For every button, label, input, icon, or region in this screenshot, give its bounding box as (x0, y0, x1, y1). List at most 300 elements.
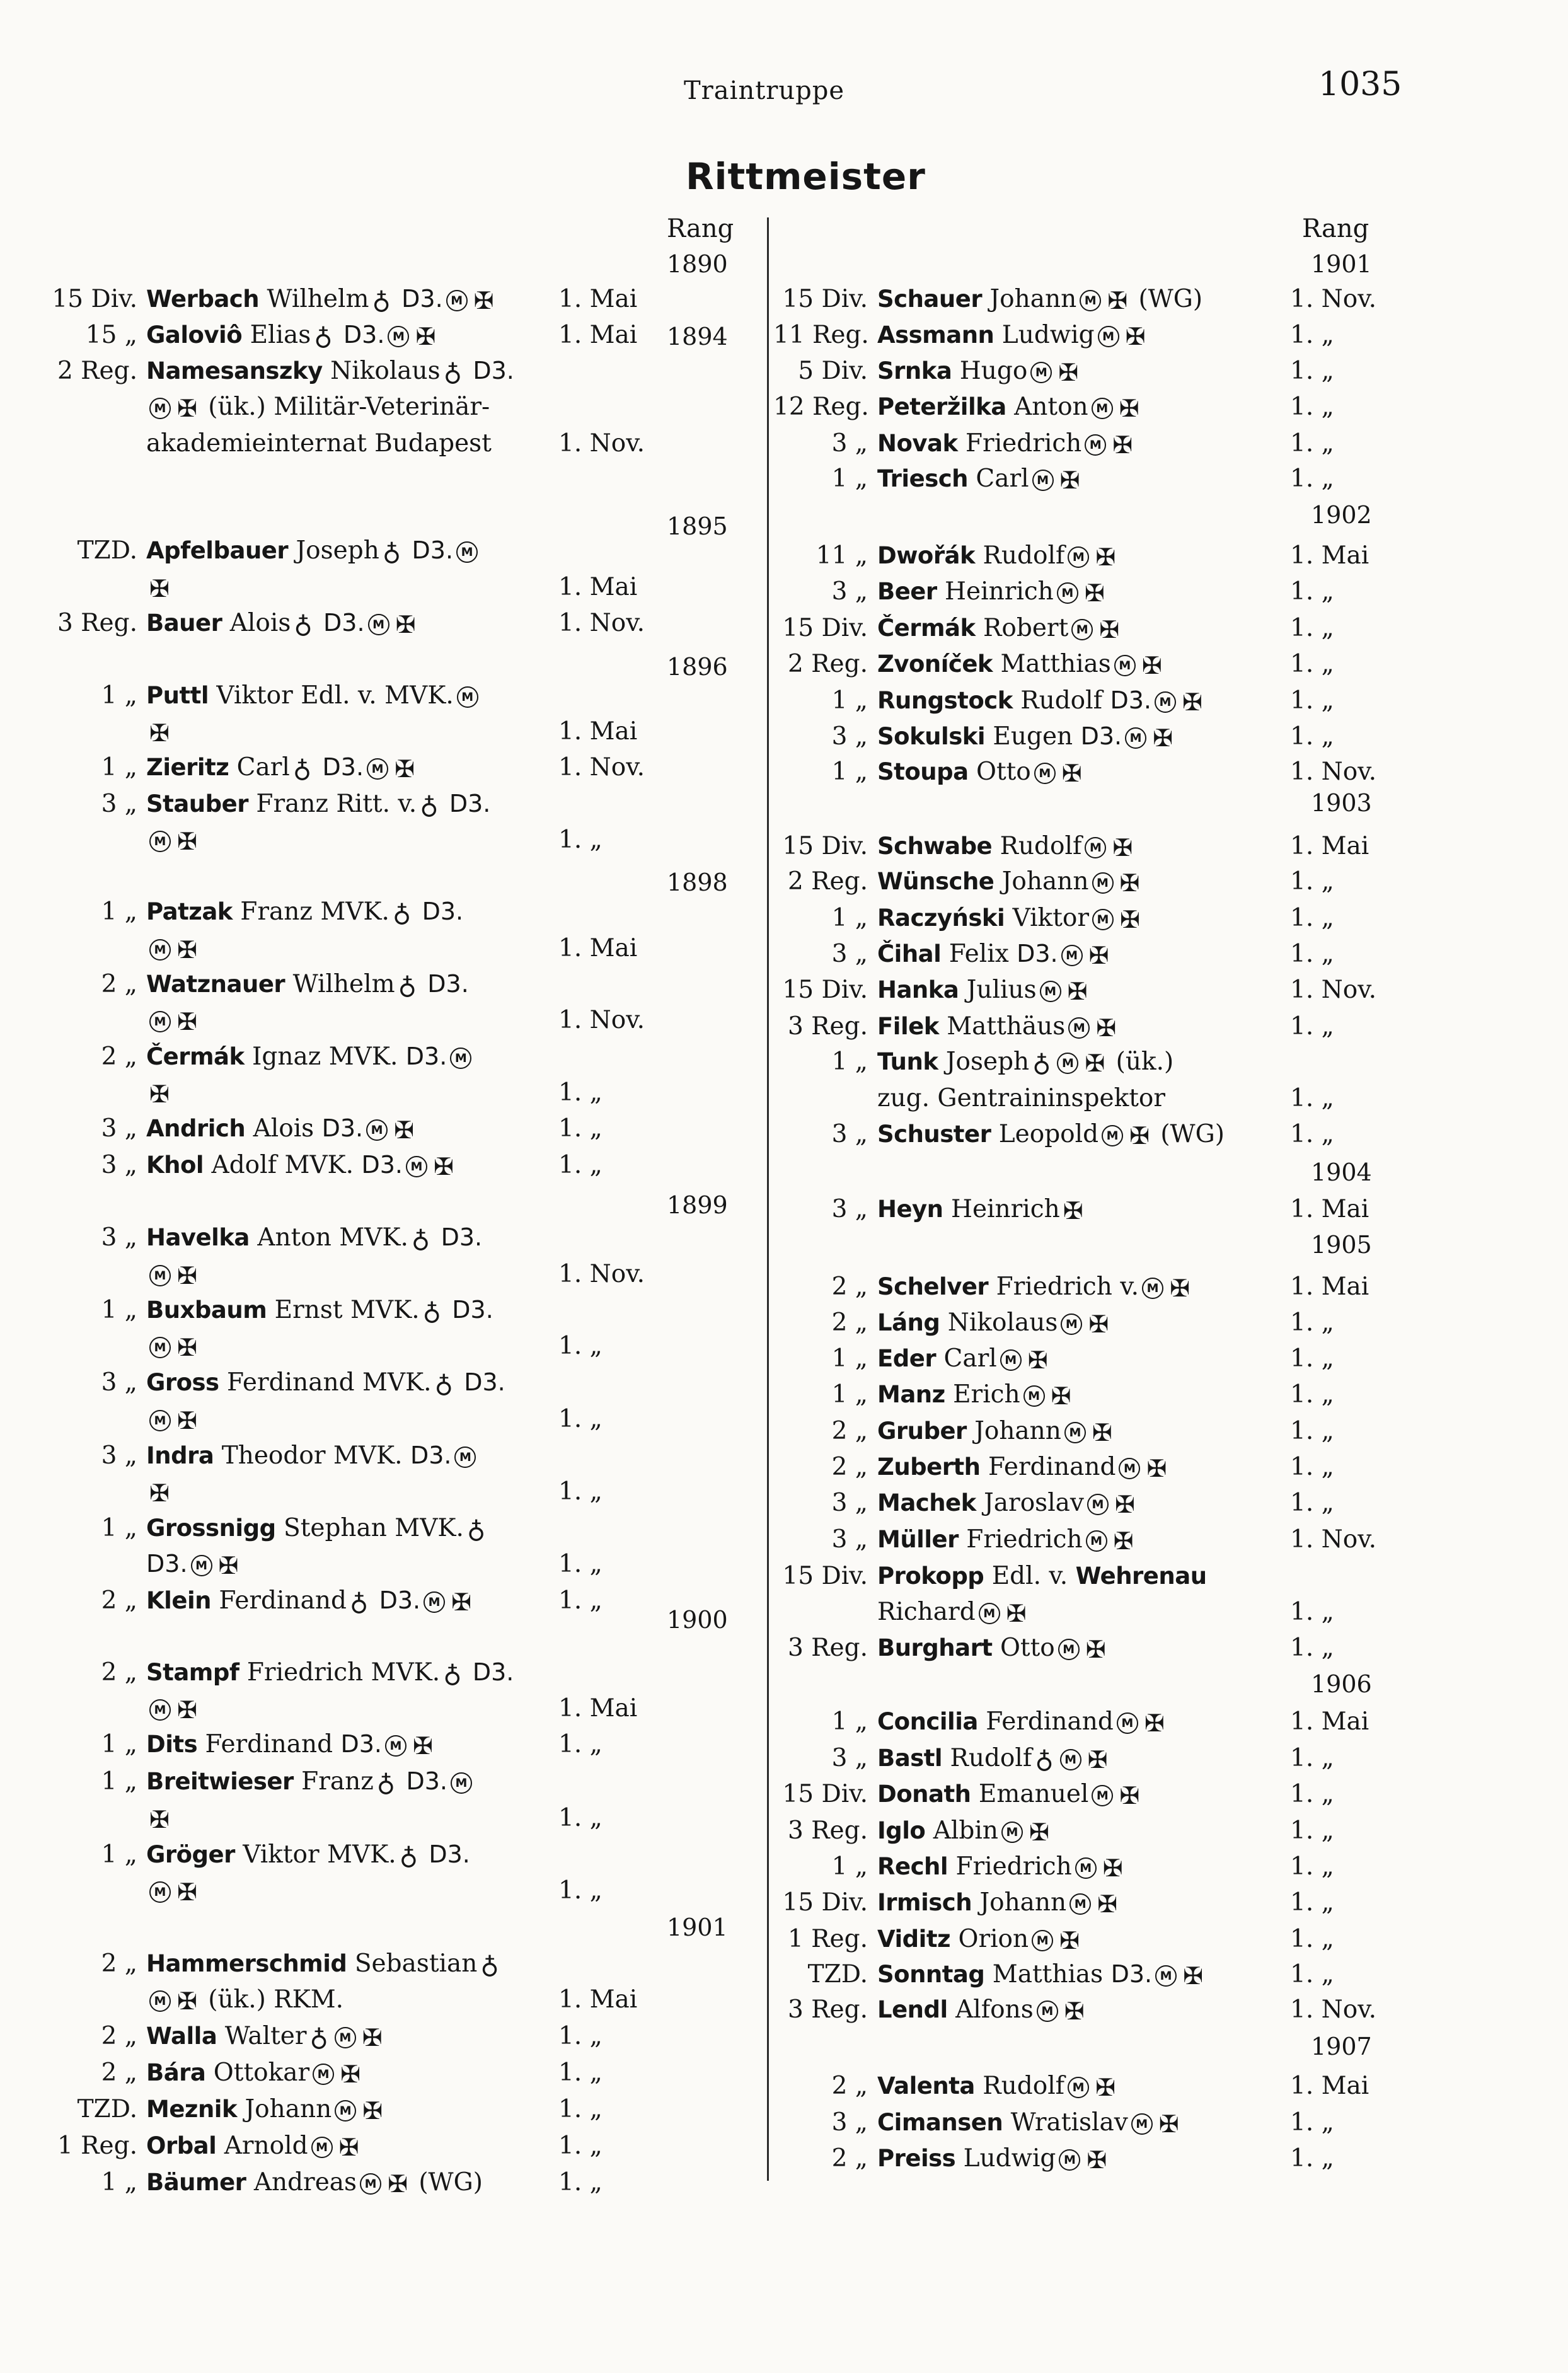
officer-entry (877, 1816, 1052, 1845)
officer-entry (877, 650, 1165, 678)
officer-entry (877, 429, 1136, 458)
rank-date: 1. „ (558, 2132, 602, 2160)
officer-entry (877, 758, 1085, 786)
merit-medal-icon: M (1023, 1385, 1045, 1407)
officer-entry (146, 1767, 475, 1796)
merit-medal-icon: M (979, 1603, 1000, 1624)
entry-text: Rudolf (1020, 686, 1103, 715)
merit-medal-icon: M (1085, 434, 1106, 456)
unit-label: 2 „ (101, 970, 137, 998)
surname: Puttl (146, 682, 209, 709)
officer-entry (146, 1985, 343, 2014)
surname: Preiss (877, 2145, 956, 2172)
decoration-code: D3. (1110, 1960, 1153, 1988)
cross-decoration-icon: ✠ (177, 828, 197, 855)
officer-entry (146, 1694, 200, 1723)
merit-medal-icon: M (1125, 727, 1146, 749)
officer-entry (146, 1804, 173, 1832)
bell-decoration-icon: ♁ (349, 1588, 369, 1617)
cross-decoration-icon: ✠ (1095, 2074, 1115, 2101)
officer-entry (146, 2095, 386, 2123)
bell-decoration-icon: ♁ (1035, 1745, 1054, 1774)
unit-label: 2 Reg. (787, 650, 868, 678)
merit-medal-icon: M (1114, 655, 1136, 676)
officer-entry (877, 1634, 1109, 1662)
entry-text: Johann (979, 1888, 1067, 1917)
merit-medal-icon: M (149, 1337, 171, 1358)
rank-date: 1. Mai (558, 285, 638, 313)
officer-entry (146, 321, 439, 349)
bell-decoration-icon: ♁ (382, 538, 401, 567)
officer-entry (877, 1888, 1121, 1917)
cross-decoration-icon: ✠ (1107, 287, 1128, 315)
unit-label: 3 „ (831, 577, 868, 606)
unit-label: 15 Div. (782, 285, 868, 313)
entry-text: Anton MVK. (257, 1223, 408, 1252)
merit-medal-icon: M (149, 1265, 171, 1286)
surname: Bára (146, 2059, 206, 2086)
entry-text: Ottokar (213, 2058, 310, 2087)
officer-entry (146, 1477, 173, 1506)
cross-decoration-icon: ✠ (1099, 616, 1120, 644)
entry-text: Otto (1000, 1634, 1055, 1662)
entry-text: Alois (229, 609, 291, 637)
surname: Viditz (877, 1926, 951, 1953)
officer-entry (877, 1598, 1030, 1626)
list-item (773, 321, 1334, 357)
surname: Buxbaum (146, 1296, 267, 1324)
entry-text: Orion (958, 1925, 1029, 1953)
cross-decoration-icon: ✠ (362, 2097, 383, 2125)
rank-date: 1. „ (1290, 1380, 1334, 1409)
cross-decoration-icon: ✠ (177, 1878, 197, 1906)
surname: Cimansen (877, 2109, 1003, 2136)
rank-date: 1. Mai (1290, 832, 1369, 860)
merit-medal-icon: M (311, 2137, 333, 2158)
officer-entry (877, 1344, 1051, 1373)
entry-text: Johann (974, 1417, 1061, 1445)
entry-text: Franz MVK. (240, 898, 389, 926)
officer-entry (146, 1078, 173, 1107)
rank-date: 1. Mai (558, 934, 638, 962)
decoration-code: D3. (452, 1296, 493, 1324)
rank-date: 1. Nov. (1290, 1995, 1377, 2024)
bell-decoration-icon: ♁ (480, 1951, 499, 1980)
decoration-code: D3. (412, 536, 454, 564)
section-title: Rittmeister (686, 155, 926, 198)
cross-decoration-icon: ✠ (1170, 1274, 1190, 1302)
merit-medal-icon: M (1119, 1458, 1140, 1479)
cross-decoration-icon: ✠ (149, 719, 170, 747)
rank-date: 1. „ (1290, 465, 1334, 493)
surname: Gröger (146, 1841, 235, 1868)
rank-date: 1. Mai (1290, 1273, 1369, 1301)
merit-medal-icon: M (1068, 2077, 1089, 2098)
entry-text: Stephan MVK. (283, 1514, 464, 1542)
officer-entry (877, 1525, 1136, 1554)
rank-date: 1. Nov. (1290, 1525, 1377, 1554)
list-item (773, 758, 1377, 794)
rank-date: 1. „ (1290, 650, 1334, 678)
entry-text: Ferdinand (205, 1730, 333, 1758)
decoration-code: D3. (361, 1151, 403, 1179)
officer-entry (146, 2058, 364, 2087)
bell-decoration-icon: ♁ (1032, 1049, 1051, 1078)
rank-date: 1. „ (558, 1114, 602, 1143)
rank-date: 1. „ (1290, 867, 1334, 896)
rank-date: 1. „ (558, 1151, 602, 1179)
surname: Rungstock (877, 687, 1013, 714)
entry-text: Nikolaus (330, 357, 441, 385)
year-heading: 1899 (667, 1191, 728, 1219)
entry-text: Wratislav (1010, 2108, 1128, 2137)
merit-medal-icon: M (1069, 1893, 1091, 1915)
cross-decoration-icon: ✠ (149, 1479, 170, 1507)
bell-decoration-icon: ♁ (466, 1515, 486, 1544)
cross-decoration-icon: ✠ (1146, 1455, 1167, 1482)
decoration-code: D3. (343, 321, 385, 349)
merit-medal-icon: M (1059, 2149, 1080, 2171)
entry-text: zug. Gentraininspektor (877, 1084, 1166, 1112)
decoration-code: D3. (410, 1441, 452, 1469)
list-item (773, 1960, 1334, 1997)
merit-medal-icon: M (1058, 1639, 1080, 1660)
surname: Gross (146, 1369, 219, 1396)
unit-label: 1 „ (831, 904, 868, 932)
year-heading: 1906 (1311, 1670, 1372, 1698)
rank-date: 1. „ (1290, 1012, 1334, 1041)
cross-decoration-icon: ✠ (1027, 1346, 1048, 1374)
bell-decoration-icon: ♁ (420, 791, 439, 820)
unit-label: 3 Reg. (787, 1634, 868, 1662)
year-heading: 1907 (1311, 2033, 1372, 2060)
officer-entry (146, 573, 173, 601)
entry-text: Viktor Edl. v. MVK. (216, 681, 454, 710)
entry-text: (ük.) (1115, 1048, 1174, 1076)
entry-text: Ferdinand (219, 1586, 347, 1615)
officer-entry (877, 1960, 1206, 1989)
unit-label: 3 „ (831, 1525, 868, 1554)
rank-date: 1. „ (558, 1550, 602, 1578)
bell-decoration-icon: ♁ (434, 1370, 453, 1399)
cross-decoration-icon: ✠ (177, 1008, 197, 1036)
cross-decoration-icon: ✠ (362, 2024, 383, 2052)
entry-text: Friedrich (966, 1525, 1083, 1554)
surname: Iglo (877, 1817, 926, 1844)
surname: Sonntag (877, 1961, 985, 1988)
bell-decoration-icon: ♁ (398, 971, 417, 1000)
surname: Walla (146, 2023, 217, 2050)
surname: Schuster (877, 1121, 991, 1148)
cross-decoration-icon: ✠ (451, 1588, 471, 1616)
officer-entry (146, 898, 463, 926)
cross-decoration-icon: ✠ (1058, 359, 1079, 386)
merit-medal-icon: M (149, 831, 171, 852)
surname: Meznik (146, 2096, 238, 2123)
cross-decoration-icon: ✠ (1096, 1014, 1117, 1042)
entry-text: Albin (933, 1816, 998, 1845)
unit-label: 15 Div. (782, 1562, 868, 1590)
unit-label: 2 „ (831, 1308, 868, 1337)
entry-text: Matthäus (947, 1012, 1066, 1041)
merit-medal-icon: M (1080, 290, 1101, 311)
surname: Stampf (146, 1659, 239, 1686)
merit-medal-icon: M (1071, 619, 1093, 640)
unit-label: 2 „ (101, 1949, 137, 1978)
unit-label: 3 „ (831, 1195, 868, 1223)
cross-decoration-icon: ✠ (1059, 466, 1080, 494)
officer-entry (877, 577, 1108, 606)
rank-date: 1. „ (1290, 1417, 1334, 1445)
year-heading: 1904 (1311, 1158, 1372, 1186)
entry-text: (ük.) Militär-Veterinär- (208, 393, 490, 421)
officer-entry (877, 1707, 1168, 1736)
rank-date: 1. „ (1290, 1344, 1334, 1373)
list-item (773, 1120, 1334, 1157)
list-item (773, 393, 1334, 429)
list-item (773, 429, 1334, 466)
merit-medal-icon: M (406, 1156, 427, 1177)
cross-decoration-icon: ✠ (1182, 688, 1202, 716)
cross-decoration-icon: ✠ (1158, 2110, 1179, 2138)
list-item (773, 1195, 1369, 1232)
merit-medal-icon: M (1064, 1422, 1086, 1443)
merit-medal-icon: M (313, 2064, 334, 2085)
list-item (773, 1525, 1377, 1562)
surname: Donath (877, 1781, 971, 1808)
cross-decoration-icon: ✠ (1114, 1491, 1135, 1518)
rank-date: 1. „ (558, 2058, 602, 2087)
entry-text: Alfons (955, 1995, 1034, 2024)
entry-text: Edl. v. (991, 1562, 1068, 1590)
officer-entry (146, 1006, 200, 1034)
officer-entry (146, 357, 514, 385)
surname: Čihal (877, 940, 942, 967)
unit-label: 1 „ (101, 1840, 137, 1869)
unit-label: 1 „ (101, 898, 137, 926)
entry-text: Adolf MVK. (211, 1151, 354, 1179)
officer-entry (146, 1042, 475, 1071)
year-heading: 1902 (1311, 501, 1372, 529)
cross-decoration-icon: ✠ (415, 323, 436, 350)
rank-date: 1. „ (558, 826, 602, 854)
officer-entry (146, 536, 481, 565)
merit-medal-icon: M (456, 541, 478, 563)
officer-entry (877, 1417, 1115, 1445)
list-item (773, 867, 1334, 904)
merit-medal-icon: M (454, 1446, 476, 1468)
surname: Zieritz (146, 754, 229, 781)
list-item (773, 1048, 1174, 1084)
unit-label: 15 Div. (52, 285, 137, 313)
rank-date: 1. „ (1290, 1308, 1334, 1337)
officer-entry (146, 2022, 386, 2050)
merit-medal-icon: M (149, 1410, 171, 1431)
unit-label: 1 „ (101, 1730, 137, 1758)
year-heading: 1894 (667, 323, 728, 350)
officer-entry (877, 1380, 1074, 1409)
rank-date: 1. Nov. (558, 1006, 645, 1034)
entry-text: Ernst MVK. (274, 1296, 420, 1324)
entry-text: Ludwig (963, 2144, 1056, 2173)
unit-label: 1 „ (101, 1767, 137, 1796)
entry-text: Ferdinand (986, 1707, 1114, 1736)
rank-date: 1. „ (558, 2095, 602, 2123)
cross-decoration-icon: ✠ (434, 1153, 454, 1181)
surname: Grossnigg (146, 1515, 276, 1542)
surname: Triesch (877, 465, 968, 492)
unit-label: 15 Div. (782, 976, 868, 1004)
rank-date: 1. Nov. (558, 609, 645, 637)
surname: Schelver (877, 1273, 989, 1300)
list-item (773, 1888, 1334, 1925)
list-item (773, 1489, 1334, 1525)
unit-label: 3 „ (101, 1368, 137, 1397)
surname: Irmisch (877, 1889, 972, 1916)
entry-text: Friedrich (965, 429, 1082, 458)
year-heading: 1896 (667, 653, 728, 681)
rank-date: 1. Nov. (1290, 976, 1377, 1004)
cross-decoration-icon: ✠ (177, 1987, 197, 2015)
entry-text: Viktor (1012, 904, 1089, 932)
officer-entry (877, 1562, 1207, 1590)
bell-decoration-icon: ♁ (399, 1842, 418, 1871)
cross-decoration-icon: ✠ (177, 395, 197, 422)
cross-decoration-icon: ✠ (1119, 869, 1140, 897)
entry-text: Otto (976, 758, 1031, 786)
merit-medal-icon: M (149, 398, 171, 419)
surname: Klein (146, 1587, 211, 1614)
cross-decoration-icon: ✠ (1092, 1419, 1112, 1446)
surname: Tunk (877, 1048, 938, 1075)
merit-medal-icon: M (366, 1119, 388, 1141)
cross-decoration-icon: ✠ (1064, 1997, 1085, 2025)
unit-label: 1 „ (831, 1344, 868, 1373)
cross-decoration-icon: ✠ (1088, 942, 1109, 969)
surname: Sokulski (877, 723, 986, 750)
officer-entry (146, 393, 490, 421)
decoration-code: D3. (441, 1223, 483, 1251)
entry-text: Franz (301, 1767, 374, 1796)
entry-text: Elias (250, 321, 311, 349)
unit-label: 11 Reg. (773, 321, 869, 349)
surname: Bastl (877, 1745, 943, 1772)
cross-decoration-icon: ✠ (1087, 2146, 1107, 2174)
rank-date: 1. Mai (558, 321, 638, 349)
officer-entry (146, 1876, 200, 1905)
entry-text: Anton (1014, 393, 1088, 421)
officer-entry (146, 2132, 362, 2160)
list-item (773, 1995, 1377, 2032)
cross-decoration-icon: ✠ (149, 1080, 170, 1108)
list-item (773, 1308, 1334, 1345)
rank-date: 1. Mai (558, 1985, 638, 2014)
surname: Hammerschmid (146, 1950, 347, 1977)
rank-date: 1. „ (1290, 1084, 1334, 1112)
officer-entry (146, 717, 173, 746)
merit-medal-icon: M (1092, 1785, 1113, 1806)
merit-medal-icon: M (1092, 872, 1114, 894)
officer-entry (877, 867, 1143, 896)
merit-medal-icon: M (388, 326, 409, 347)
column-divider (767, 217, 769, 2181)
entry-text: Viktor MVK. (243, 1840, 396, 1869)
merit-medal-icon: M (149, 1011, 171, 1032)
cross-decoration-icon: ✠ (1087, 1746, 1108, 1774)
officer-entry (877, 722, 1176, 751)
unit-label: 2 Reg. (787, 867, 868, 896)
officer-entry (146, 1441, 479, 1470)
bell-decoration-icon: ♁ (376, 1769, 396, 1798)
officer-entry (146, 1296, 493, 1324)
rang-label-right: Rang (1302, 214, 1369, 243)
surname: Breitwieser (146, 1768, 294, 1795)
rank-date: 1. „ (558, 1876, 602, 1905)
cross-decoration-icon: ✠ (1061, 759, 1082, 787)
cross-decoration-icon: ✠ (1067, 978, 1088, 1005)
cross-decoration-icon: ✠ (395, 611, 416, 638)
officer-entry (877, 1308, 1112, 1337)
surname: Valenta (877, 2072, 975, 2099)
officer-entry (146, 934, 200, 962)
list-item (773, 357, 1334, 393)
cross-decoration-icon: ✠ (1085, 1636, 1106, 1663)
unit-label: 3 „ (101, 1441, 137, 1470)
unit-label: 1 „ (831, 1707, 868, 1736)
officer-entry (877, 1995, 1088, 2024)
unit-label: 1 „ (101, 681, 137, 710)
cross-decoration-icon: ✠ (1119, 395, 1139, 422)
officer-entry (146, 1730, 436, 1758)
list-item (773, 1012, 1334, 1049)
surname: Stauber (146, 790, 248, 817)
merit-medal-icon: M (1092, 398, 1113, 419)
list-item (773, 2144, 1334, 2181)
decoration-code: D3. (322, 753, 364, 781)
cross-decoration-icon: ✠ (177, 1696, 197, 1724)
surname: Machek (877, 1489, 976, 1516)
officer-entry (877, 976, 1090, 1004)
year-heading: 1901 (1311, 250, 1372, 278)
rank-date: 1. „ (558, 2022, 602, 2050)
surname: Bäumer (146, 2169, 246, 2196)
year-heading: 1905 (1311, 1231, 1372, 1259)
year-heading: 1901 (667, 1914, 728, 1941)
cross-decoration-icon: ✠ (1095, 543, 1116, 571)
officer-entry (877, 393, 1143, 421)
surname: Novak (877, 430, 958, 457)
officer-entry (146, 1405, 200, 1433)
cross-decoration-icon: ✠ (1006, 1600, 1027, 1627)
entry-text: Robert (983, 614, 1069, 642)
decoration-code: D3. (464, 1368, 505, 1396)
entry-text: Andreas (253, 2168, 357, 2197)
list-item (773, 940, 1334, 976)
officer-entry (877, 904, 1143, 932)
officer-entry (146, 1114, 417, 1143)
unit-label: 1 „ (831, 686, 868, 715)
rank-date: 1. „ (1290, 357, 1334, 385)
merit-medal-icon: M (1142, 1278, 1163, 1299)
list-item (773, 832, 1369, 869)
running-header: Traintruppe (684, 76, 845, 105)
merit-medal-icon: M (367, 758, 388, 780)
year-heading: 1900 (667, 1606, 728, 1634)
entry-text: Heinrich (950, 1195, 1060, 1223)
rank-date: 1. „ (1290, 1960, 1334, 1989)
list-item (773, 976, 1377, 1012)
merit-medal-icon: M (424, 1591, 445, 1613)
